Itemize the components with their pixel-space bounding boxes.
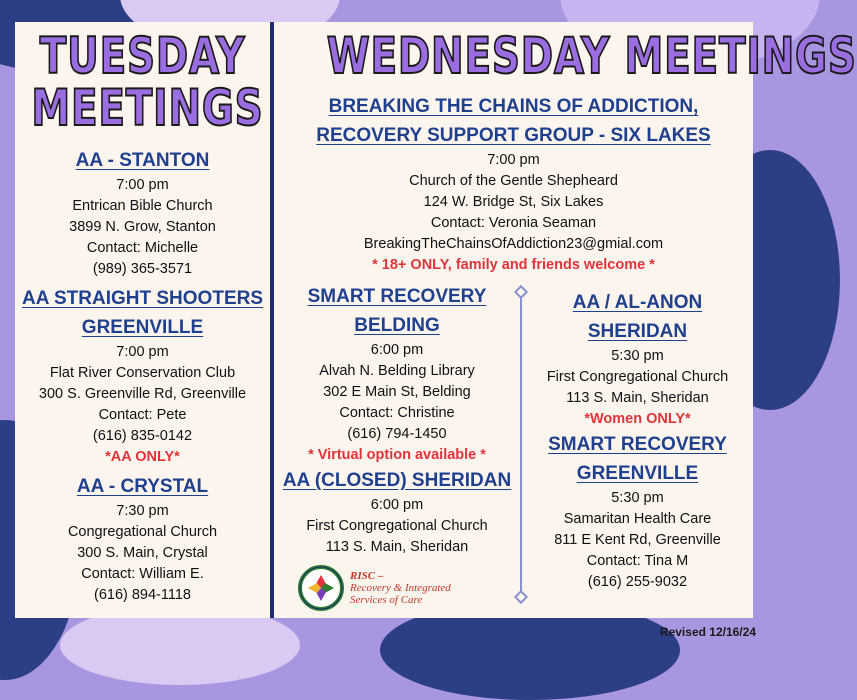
meeting-location: First Congregational Church [306,518,488,534]
meeting-title: GREENVILLE [576,463,699,484]
risc-logo-text [350,570,451,606]
revised-date: Revised 12/16/24 [659,625,756,639]
meeting-time: 5:30 pm [611,490,664,506]
meeting-address: 302 E Main St, Belding [323,384,471,400]
meeting-address: 300 S. Greenville Rd, Greenville [38,386,247,402]
risc-line2: Services of Care [350,594,423,606]
meeting-phone: (989) 365-3571 [92,261,193,277]
meeting-title: BREAKING THE CHAINS OF ADDICTION, [328,96,699,117]
meeting-address: 124 W. Bridge St, Six Lakes [423,194,604,210]
meeting-location: Samaritan Health Care [563,511,712,527]
meeting-note: *Women ONLY* [584,411,691,427]
meeting-time: 7:00 pm [487,152,540,168]
meeting-note: *AA ONLY* [105,449,180,465]
meeting-title: BELDING [354,315,440,336]
meeting-title: AA (CLOSED) SHERIDAN [282,470,512,491]
meeting-note: * Virtual option available * [308,447,486,463]
wednesday-top-meeting [274,92,753,276]
meeting-time: 7:00 pm [116,344,169,360]
tuesday-heading-line1: TUESDAY [39,27,246,85]
meeting-address: 3899 N. Grow, Stanton [69,219,216,235]
meeting-time: 7:00 pm [116,177,169,193]
meeting-location: First Congregational Church [546,369,729,385]
risc-logo-seal [298,565,344,611]
meeting-phone: (616) 894-1118 [93,587,191,603]
meeting-address: 811 E Kent Rd, Greenville [554,532,721,548]
meeting-phone: (616) 255-9032 [587,574,688,590]
meeting-note: * 18+ ONLY, family and friends welcome * [372,257,655,273]
meeting-location: Entrican Bible Church [72,198,213,214]
tuesday-heading [31,27,264,137]
meeting-location: Alvah N. Belding Library [319,363,475,379]
meeting-location: Congregational Church [67,524,218,540]
meeting-time: 6:00 pm [370,342,424,358]
meeting-location: Flat River Conservation Club [49,365,236,381]
meeting-title: GREENVILLE [81,317,204,338]
meeting-title: SMART RECOVERY [307,286,487,307]
meeting-contact: Contact: Tina M [586,553,689,569]
meeting-contact: Contact: William E. [81,566,204,582]
meeting-location: Church of the Gentle Shepheard [409,173,618,189]
wednesday-right-column [522,288,753,593]
meeting-title: SMART RECOVERY [548,434,727,455]
meeting-time: 6:00 pm [370,497,424,513]
wednesday-heading: WEDNESDAY MEETINGS [326,27,857,85]
meeting-title: SHERIDAN [587,321,688,342]
meeting-title: AA - CRYSTAL [76,476,209,497]
wednesday-left-column [274,282,520,558]
meeting-contact: Contact: Michelle [86,240,199,256]
meeting-address: 300 S. Main, Crystal [77,545,208,561]
tuesday-heading-line2: MEETINGS [31,79,264,137]
meeting-phone: (616) 794-1450 [347,426,447,442]
meeting-address: 113 S. Main, Sheridan [325,539,469,555]
meeting-contact: Contact: Christine [339,405,455,421]
meeting-time: 5:30 pm [611,348,664,364]
meeting-email: BreakingTheChainsOfAddiction23@gmial.com [363,236,664,252]
meeting-title: AA / AL-ANON [572,292,703,313]
meeting-title: RECOVERY SUPPORT GROUP - SIX LAKES [316,125,711,146]
tuesday-column [15,146,270,606]
meeting-title: AA STRAIGHT SHOOTERS [21,288,264,309]
meeting-contact: Contact: Pete [98,407,187,423]
meeting-title: AA - STANTON [75,150,210,171]
meeting-time: 7:30 pm [116,503,169,519]
meeting-address: 113 S. Main, Sheridan [566,390,709,406]
meeting-contact: Contact: Veronia Seaman [430,215,597,231]
risc-line1: Recovery & Integrated [350,582,451,594]
risc-name: RISC – [350,570,384,582]
meeting-phone: (616) 835-0142 [92,428,193,444]
